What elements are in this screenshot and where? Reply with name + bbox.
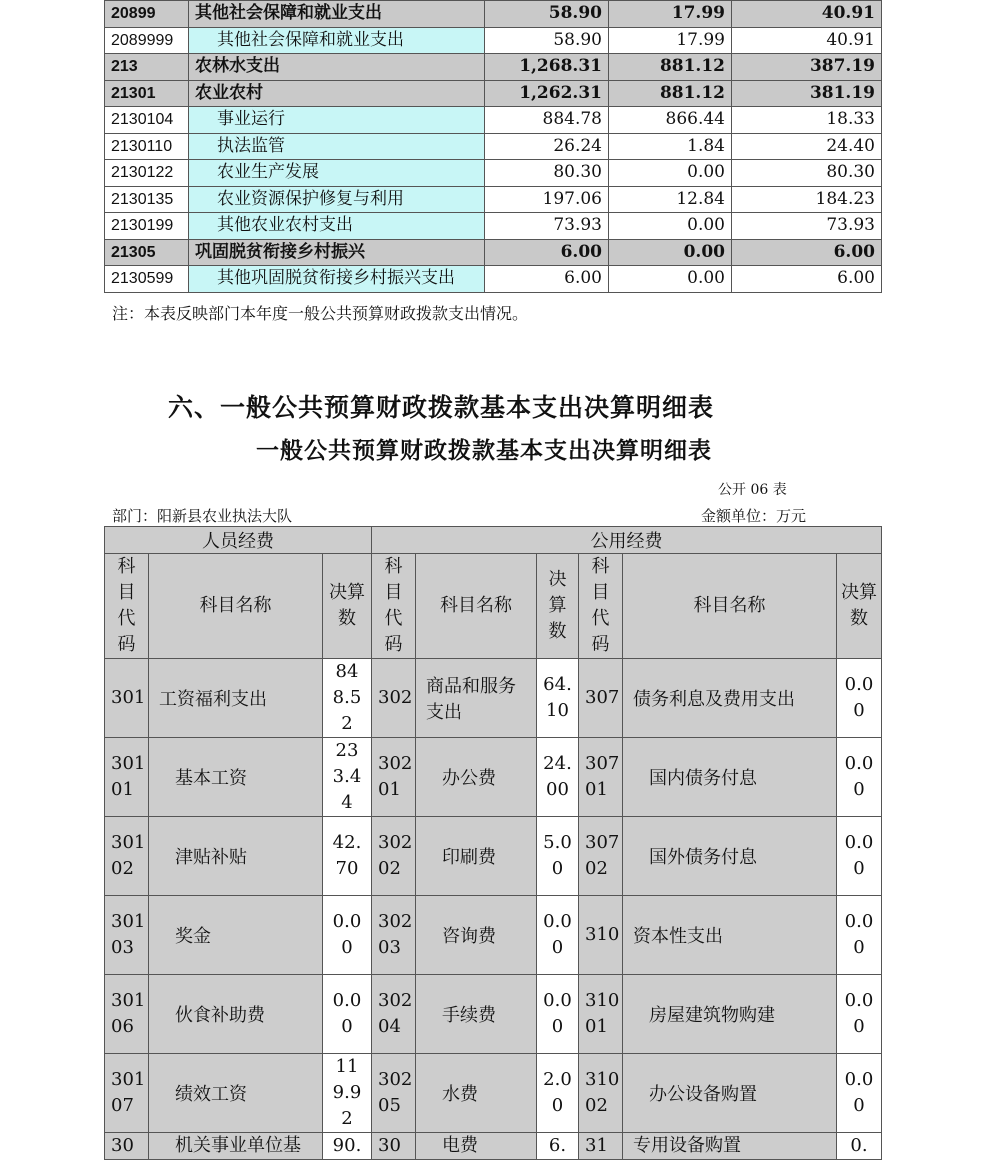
personnel-amount: 233.44 (323, 738, 372, 817)
header-name: 科目名称 (623, 554, 837, 659)
public-name: 印刷费 (416, 817, 537, 896)
header-name: 科目名称 (416, 554, 537, 659)
expenditure-table (104, 0, 882, 293)
capital-code: 31 (579, 1133, 623, 1160)
subject-code: 2089999 (105, 27, 189, 54)
subject-name: 执法监管 (189, 133, 485, 160)
personnel-name: 奖金 (149, 896, 323, 975)
group-header-public: 公用经费 (372, 527, 882, 554)
subject-name: 农业农村 (189, 80, 485, 107)
total-amount: 58.90 (485, 1, 609, 28)
subject-name: 农业生产发展 (189, 160, 485, 187)
capital-code: 310 (579, 896, 623, 975)
header-code: 科目代码 (372, 554, 416, 659)
project-expenditure: 387.19 (732, 54, 882, 81)
project-expenditure: 40.91 (732, 1, 882, 28)
public-amount: 6. (537, 1133, 579, 1160)
capital-name: 专用设备购置 (623, 1133, 837, 1160)
personnel-code: 30107 (105, 1054, 149, 1133)
capital-code: 31002 (579, 1054, 623, 1133)
project-expenditure: 381.19 (732, 80, 882, 107)
project-expenditure: 6.00 (732, 266, 882, 293)
table-row (105, 738, 882, 817)
basic-expenditure: 0.00 (609, 266, 732, 293)
subject-code: 2130104 (105, 107, 189, 134)
department-label: 部门：阳新县农业执法大队 (112, 507, 293, 525)
capital-name: 国内债务付息 (623, 738, 837, 817)
public-amount: 0.00 (537, 975, 579, 1054)
table-row (105, 160, 882, 187)
basic-expenditure: 0.00 (609, 160, 732, 187)
public-name: 办公费 (416, 738, 537, 817)
personnel-code: 30 (105, 1133, 149, 1160)
subject-name: 其他农业农村支出 (189, 213, 485, 240)
project-expenditure: 24.40 (732, 133, 882, 160)
subject-name: 事业运行 (189, 107, 485, 134)
capital-name: 办公设备购置 (623, 1054, 837, 1133)
subject-code: 21305 (105, 239, 189, 266)
capital-code: 307 (579, 659, 623, 738)
table-row (105, 213, 882, 240)
subject-code: 21301 (105, 80, 189, 107)
group-header-personnel: 人员经费 (105, 527, 372, 554)
basic-expenditure: 881.12 (609, 54, 732, 81)
table-row (105, 133, 882, 160)
project-expenditure: 73.93 (732, 213, 882, 240)
total-amount: 6.00 (485, 266, 609, 293)
personnel-code: 30106 (105, 975, 149, 1054)
personnel-name: 绩效工资 (149, 1054, 323, 1133)
basic-expenditure: 881.12 (609, 80, 732, 107)
project-expenditure: 40.91 (732, 27, 882, 54)
table-row (105, 659, 882, 738)
personnel-amount: 0.00 (323, 975, 372, 1054)
capital-name: 债务利息及费用支出 (623, 659, 837, 738)
table-row (105, 817, 882, 896)
subject-name: 巩固脱贫衔接乡村振兴 (189, 239, 485, 266)
table-row (105, 239, 882, 266)
table-row (105, 1133, 882, 1160)
subject-code: 20899 (105, 1, 189, 28)
subject-code: 213 (105, 54, 189, 81)
basic-expenditure: 0.00 (609, 213, 732, 240)
personnel-code: 30101 (105, 738, 149, 817)
total-amount: 884.78 (485, 107, 609, 134)
public-code: 30 (372, 1133, 416, 1160)
personnel-name: 伙食补助费 (149, 975, 323, 1054)
personnel-name: 工资福利支出 (149, 659, 323, 738)
subject-code: 2130199 (105, 213, 189, 240)
table-note: 注：本表反映部门本年度一般公共预算财政拨款支出情况。 (112, 304, 529, 323)
capital-amount: 0.00 (837, 1054, 882, 1133)
capital-amount: 0. (837, 1133, 882, 1160)
project-expenditure: 80.30 (732, 160, 882, 187)
capital-amount: 0.00 (837, 975, 882, 1054)
header-amount: 决算数 (837, 554, 882, 659)
public-name: 电费 (416, 1133, 537, 1160)
personnel-amount: 90. (323, 1133, 372, 1160)
personnel-code: 30103 (105, 896, 149, 975)
capital-amount: 0.00 (837, 896, 882, 975)
table-row (105, 27, 882, 54)
public-amount: 64.10 (537, 659, 579, 738)
personnel-name: 机关事业单位基 (149, 1133, 323, 1160)
header-name: 科目名称 (149, 554, 323, 659)
table-row (105, 186, 882, 213)
total-amount: 26.24 (485, 133, 609, 160)
subject-code: 2130122 (105, 160, 189, 187)
header-amount: 决算数 (537, 554, 579, 659)
table-row (105, 80, 882, 107)
public-code: 30204 (372, 975, 416, 1054)
basic-expenditure-detail-table (104, 526, 882, 1160)
table-row (105, 975, 882, 1054)
subject-name: 其他社会保障和就业支出 (189, 1, 485, 28)
personnel-amount: 119.92 (323, 1054, 372, 1133)
public-amount: 2.00 (537, 1054, 579, 1133)
section-heading: 六、一般公共预算财政拨款基本支出决算明细表 (168, 393, 715, 422)
total-amount: 80.30 (485, 160, 609, 187)
table-row (105, 107, 882, 134)
capital-code: 30702 (579, 817, 623, 896)
basic-expenditure: 17.99 (609, 1, 732, 28)
personnel-amount: 42.70 (323, 817, 372, 896)
public-amount: 5.00 (537, 817, 579, 896)
personnel-code: 301 (105, 659, 149, 738)
total-amount: 58.90 (485, 27, 609, 54)
public-name: 咨询费 (416, 896, 537, 975)
public-code: 30205 (372, 1054, 416, 1133)
capital-name: 国外债务付息 (623, 817, 837, 896)
table-number: 公开 06 表 (718, 482, 787, 498)
table-row (105, 896, 882, 975)
total-amount: 197.06 (485, 186, 609, 213)
basic-expenditure: 12.84 (609, 186, 732, 213)
subject-code: 2130110 (105, 133, 189, 160)
header-code: 科目代码 (105, 554, 149, 659)
capital-amount: 0.00 (837, 659, 882, 738)
amount-unit-label: 金额单位：万元 (701, 507, 807, 525)
subject-code: 2130599 (105, 266, 189, 293)
total-amount: 73.93 (485, 213, 609, 240)
public-name: 手续费 (416, 975, 537, 1054)
subject-name: 其他巩固脱贫衔接乡村振兴支出 (189, 266, 485, 293)
table-title: 一般公共预算财政拨款基本支出决算明细表 (256, 437, 712, 464)
total-amount: 1,262.31 (485, 80, 609, 107)
capital-amount: 0.00 (837, 738, 882, 817)
public-code: 302 (372, 659, 416, 738)
project-expenditure: 18.33 (732, 107, 882, 134)
basic-expenditure: 1.84 (609, 133, 732, 160)
public-amount: 24.00 (537, 738, 579, 817)
total-amount: 6.00 (485, 239, 609, 266)
basic-expenditure: 0.00 (609, 239, 732, 266)
table-row (105, 1054, 882, 1133)
project-expenditure: 184.23 (732, 186, 882, 213)
header-code: 科目代码 (579, 554, 623, 659)
header-amount: 决算数 (323, 554, 372, 659)
public-name: 商品和服务支出 (416, 659, 537, 738)
table-row (105, 54, 882, 81)
basic-expenditure: 17.99 (609, 27, 732, 54)
capital-code: 30701 (579, 738, 623, 817)
subject-name: 农业资源保护修复与利用 (189, 186, 485, 213)
public-code: 30202 (372, 817, 416, 896)
subject-code: 2130135 (105, 186, 189, 213)
personnel-amount: 848.52 (323, 659, 372, 738)
personnel-name: 津贴补贴 (149, 817, 323, 896)
subject-name: 农林水支出 (189, 54, 485, 81)
public-code: 30201 (372, 738, 416, 817)
personnel-code: 30102 (105, 817, 149, 896)
public-name: 水费 (416, 1054, 537, 1133)
project-expenditure: 6.00 (732, 239, 882, 266)
basic-expenditure: 866.44 (609, 107, 732, 134)
subject-name: 其他社会保障和就业支出 (189, 27, 485, 54)
public-code: 30203 (372, 896, 416, 975)
capital-amount: 0.00 (837, 817, 882, 896)
capital-code: 31001 (579, 975, 623, 1054)
capital-name: 房屋建筑物购建 (623, 975, 837, 1054)
table-row (105, 1, 882, 28)
personnel-name: 基本工资 (149, 738, 323, 817)
public-amount: 0.00 (537, 896, 579, 975)
personnel-amount: 0.00 (323, 896, 372, 975)
capital-name: 资本性支出 (623, 896, 837, 975)
table-row (105, 266, 882, 293)
total-amount: 1,268.31 (485, 54, 609, 81)
